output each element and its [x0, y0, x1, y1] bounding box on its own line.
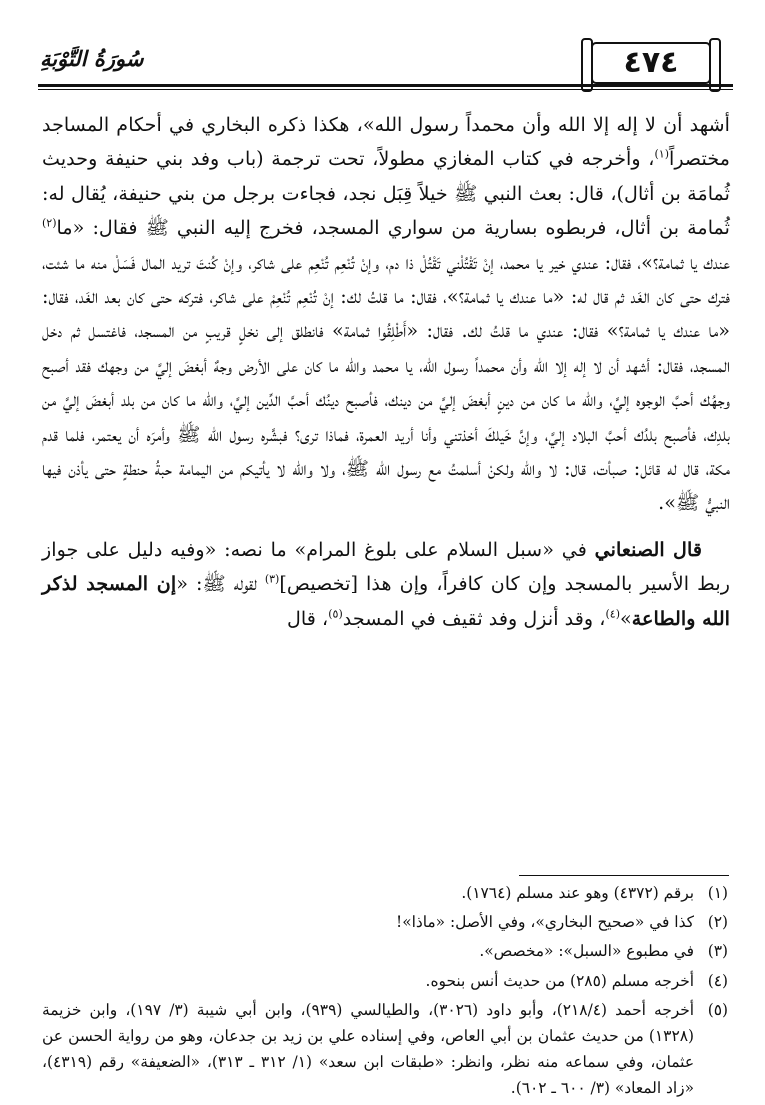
text-run: ، وقد أنزل وفد ثقيف في المسجد [342, 606, 606, 630]
page-number: ٤٧٤ [623, 45, 679, 80]
footnote-4 [42, 968, 728, 994]
text-run: ، وأخرجه في كتاب المغازي مطولاً، تحت ترجمة (باب وفد بني حنيفة وحديث ثُمامَة بن أثال)، قال: بعث النبي ﷺ خيلاً قِبَل نجد، فجاءت برجل من بني حنيفة، يُقال له: ثُمامة بن أثال، فربطوه بسارية من سواري المسجد، فخرج إليه النبي ﷺ فقال: «ما [42, 147, 730, 240]
footnote-text: أخرجه مسلم (٢٨٥) من حديث أنس بنحوه. [425, 971, 694, 990]
text-run: » [619, 606, 632, 630]
footnote-1 [42, 880, 728, 906]
text-run: أشهد أن لا إله إلا الله وأن محمداً رسول الله»، هكذا ذكره البخاري في أحكام المساجد مختصراً [42, 113, 730, 171]
footnote-2 [42, 909, 728, 935]
footnote-3 [42, 938, 728, 964]
footnote-number: (٣) [707, 942, 728, 961]
header-rule-thick [38, 84, 733, 87]
footnote-number: (٥) [707, 1000, 728, 1019]
author-name: قال الصنعاني [594, 537, 702, 561]
text-run: ، قال [286, 606, 329, 630]
header-rule-thin [38, 89, 733, 90]
text-run: في «سبل السلام على بلوغ المرام» ما نصه: «وفيه دليل على جواز ربط الأسير بالمسجد وإن كان كافراً، وإن هذا [تخصيص] [42, 537, 730, 596]
footnote-text: كذا في «صحيح البخاري»، وفي الأصل: «ماذا»! [396, 913, 694, 932]
footnote-divider [519, 875, 729, 876]
footnote-ref-3[interactable]: (٣) [264, 572, 280, 586]
paragraph-1 [42, 108, 730, 521]
footnote-text: برقم (٤٣٧٢) وهو عند مسلم (١٧٦٤). [461, 884, 694, 902]
text-run: لقوله ﷺ: « [176, 572, 265, 596]
footnote-ref-4[interactable]: (٤) [605, 607, 620, 621]
page-number-frame [591, 42, 711, 84]
main-text [42, 108, 730, 636]
hadith-quote: إن المسجد لذكر الله والطاعة [42, 572, 730, 630]
footnote-ref-1[interactable]: (١) [654, 148, 669, 162]
footnote-number: (١) [707, 884, 728, 902]
footnote-number: (٢) [707, 913, 728, 932]
surah-title: سُورَةُ التَّوْبَةِ [40, 46, 144, 71]
footnote-5 [42, 997, 728, 1102]
footnote-ref-2[interactable]: (٢) [42, 216, 57, 230]
page-header [38, 38, 733, 90]
footnotes [42, 880, 728, 1105]
paragraph-2 [42, 533, 730, 636]
text-run: عندك يا ثمامة؟»، فقال: عندي خير يا محمد، إنْ تَقْتُلْني تَقْتُلْ ذا دم، وإنْ تُنْعِم تُنْعِم على شاكر، وإنْ كُنتَ تريد المال فَسَلْ منه ما شئت، فترك حتى كان الغَد ثم قال له: «ما عندك يا ثمامة؟»، فقال: ما قلتُ لك: إنْ تُنْعِم تُنْعِمْ على شاكر، فتركه حتى كان بعد الغَد، فقال: «ما عندك يا ثمامة؟» فقال: عندي ما قلتُ لك. فقال: «أَطْلِقُوا ثمامة» فانطلق إلى نخلٍ قريبٍ من المسجد، فاغتسل ثم دخل المسجد، فقال: أشهد أن لا إله إلا الله وأن محمداً رسول الله، يا محمد والله ما كان على الأرض وجهٌ أبغضَ إليَّ من وجهك فقد أصبح وجهُك أحبَّ الوجوه إليَّ، والله ما كان من دينٍ أبغضَ إليَّ من دينك، فأصبح دينُك أحبَّ الدِّين إليَّ، والله ما كان من بلد أبغضَ إليَّ من بلدِك، فأصبح بلدُك أحبَّ البلاد إليَّ، وإنَّ خَيلكَ أخذتني وأنا أريد العمرة، فماذا ترى؟ فبشَّره رسول الله ﷺ وأمرَه أن يعتمر، فلما قدم مكة، قال له قائل: صبأت، قال: لا والله ولكنْ أسلمتُ مع رسول الله ﷺ، ولا والله لا يأتيكم من اليمامة حبةُ حنطةٍ حتى يأذن فيها النبيُّ ﷺ». [42, 250, 730, 515]
footnote-text: أخرجه أحمد (٢١٨/٤)، وأبو داود (٣٠٢٦)، والطيالسي (٩٣٩)، وابن أبي شيبة (٣/ ١٩٧)، وابن خزيمة (١٣٢٨) من حديث عثمان بن أبي العاص، وفي إسناده علي بن زيد بن جدعان، وهو من رواية الحسن عن عثمان، وفي سماعه منه نظر، وانظر: «طبقات ابن سعد» (١/ ٣١٢ ـ ٣١٣)، «الضعيفة» رقم (٤٣١٩)، «زاد المعاد» (٣/ ٦٠٠ ـ ٦٠٢). [42, 1000, 695, 1098]
footnote-number: (٤) [707, 971, 728, 990]
footnote-text: في مطبوع «السبل»: «مخصص». [479, 942, 694, 961]
footnote-ref-5[interactable]: (٥) [328, 607, 343, 621]
